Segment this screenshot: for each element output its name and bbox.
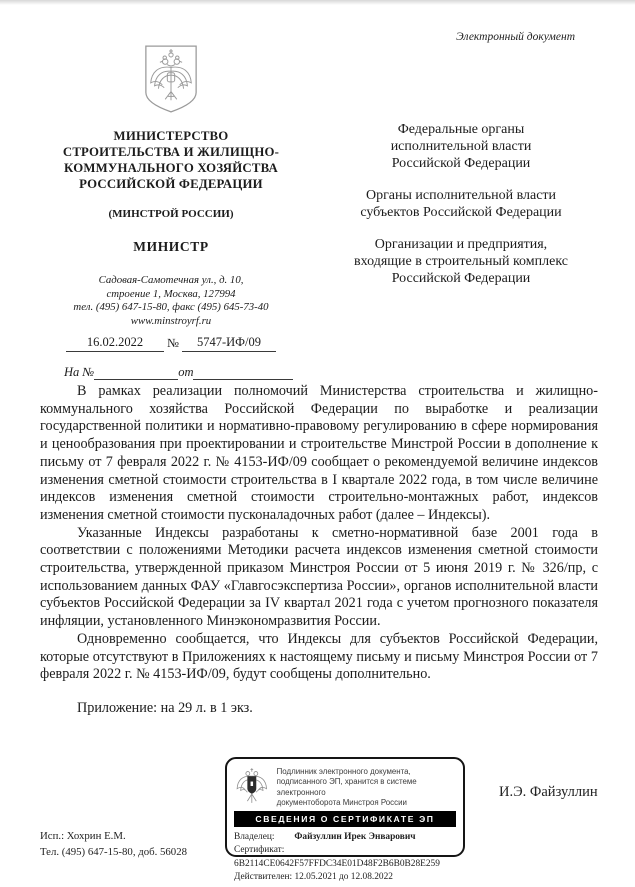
number-sign: № <box>167 336 179 351</box>
ministry-name-line: МИНИСТЕРСТВО <box>113 129 229 143</box>
addressee-line: Организации и предприятия, <box>374 237 548 252</box>
address-line: строение 1, Москва, 127994 <box>106 287 236 300</box>
ministry-name-line: СТРОИТЕЛЬСТВА И ЖИЛИЩНО- <box>62 145 280 159</box>
addressee-line: Органы исполнительной власти <box>365 188 557 203</box>
certificate-owner-row <box>234 831 456 845</box>
stamp-info-line: подписанного ЭП, хранится в системе электронного <box>276 777 417 797</box>
addressee-line: Российской Федерации <box>391 156 531 171</box>
reference-row <box>40 365 302 380</box>
stamp-header <box>234 764 456 808</box>
address-line: Садовая-Самотечная ул., д. 10, <box>98 274 244 286</box>
certificate-validity-row <box>234 871 456 885</box>
ministry-name <box>40 128 302 192</box>
attachment-note: Приложение: на 29 л. в 1 экз. <box>77 699 253 716</box>
letterhead-left <box>40 42 302 380</box>
reference-from-label: от <box>178 365 194 380</box>
addressee-line: Федеральные органы <box>397 122 525 137</box>
addressee-line: исполнительной власти <box>390 139 532 154</box>
addressee-block <box>322 187 600 221</box>
validity-label: Действителен: <box>234 872 293 883</box>
minister-title: МИНИСТР <box>133 239 209 254</box>
reference-label: На № <box>64 365 95 380</box>
date-number-row <box>40 335 302 352</box>
addressee-line: входящие в строительный комплекс <box>354 254 568 269</box>
reference-number-blank <box>94 378 178 380</box>
letter-number: 5747-ИФ/09 <box>182 335 276 352</box>
letter-body <box>40 383 598 718</box>
letter-date: 16.02.2022 <box>66 335 164 352</box>
certificate-number-row <box>234 844 456 871</box>
owner-label: Владелец: <box>234 831 275 842</box>
certificate-value: 6B2114CE0642F57FFDC34E01D48F2B6B0B28E259 <box>234 858 440 869</box>
addressee-block <box>322 236 600 287</box>
validity-value: 12.05.2021 до 12.08.2022 <box>294 872 393 883</box>
owner-value: Файзуллин Ирек Энварович <box>294 831 416 842</box>
body-paragraph: Одновременно сообщается, что Индексы для субъектов Российской Федерации, которые отсутствуют в Приложениях к настоящему письму и письму Минстроя России от 7 февраля 2022 г. № 4153-ИФ/09, будут сообщены дополнительно. <box>40 630 598 683</box>
reference-date-blank <box>193 378 293 380</box>
addressee-line: Российской Федерации <box>391 271 531 286</box>
minstroy-emblem-icon <box>234 764 270 808</box>
stamp-info-text <box>277 764 456 808</box>
body-paragraph: Указанные Индексы разработаны к сметно-нормативной базе 2001 года в соответствии с положениями Методики расчета индексов изменения сметной стоимости строительства, утвержденной приказом Минстроя России от 5 июня 2019 г. № 326/пр, с использованием данных ФАУ «Главгосэкспертиза России», органов исполнительной власти субъектов Российской Федерации за IV квартал 2021 года с учетом прогнозного показателя инфляции, установленного Минэкономразвития России. <box>40 524 598 630</box>
signer-name: И.Э. Файзуллин <box>499 784 598 800</box>
executor-name: Исп.: Хохрин Е.М. <box>40 830 126 842</box>
electronic-signature-stamp <box>225 757 465 883</box>
address-line: www.minstroyrf.ru <box>130 314 212 327</box>
certificate-details <box>234 831 456 885</box>
executor-info <box>40 828 187 860</box>
ministry-name-line: КОММУНАЛЬНОГО ХОЗЯЙСТВА <box>64 161 278 175</box>
electronic-document-label: Электронный документ <box>456 31 575 43</box>
certificate-bar-title: СВЕДЕНИЯ О СЕРТИФИКАТЕ ЭП <box>234 811 456 827</box>
ministry-short-name: (МИНСТРОЙ РОССИИ) <box>108 208 234 220</box>
addressee-line: субъектов Российской Федерации <box>360 205 562 220</box>
body-paragraph: В рамках реализации полномочий Министерства строительства и жилищно-коммунального хозяйства Российской Федерации по выработке и реализации государственной политики и нормативно-правовому регулированию в сфере нормирования и ценообразования при проектировании и строительстве Минстрой России в дополнение к письму от 7 февраля 2022 г. № 4153-ИФ/09 сообщает о рекомендуемой величине индексов изменения сметной стоимости строительства в I квартале 2022 года, в том числе величине индексов изменения сметной стоимости строительно-монтажных работ, индексов изменения сметной стоимости пусконаладочных работ (далее – Индексы). <box>40 383 598 523</box>
stamp-info-line: документоборота Минстроя России <box>276 797 407 807</box>
ministry-address <box>40 274 302 328</box>
stamp-info-line: Подлинник электронного документа, <box>276 767 411 776</box>
address-line: тел. (495) 647-15-80, факс (495) 645-73-40 <box>73 301 269 314</box>
executor-phone: Тел. (495) 647-15-80, доб. 56028 <box>40 846 188 858</box>
addressees <box>322 121 600 302</box>
addressee-block <box>322 121 600 172</box>
coat-of-arms-icon <box>142 42 200 116</box>
ministry-name-line: РОССИЙСКОЙ ФЕДЕРАЦИИ <box>79 177 263 191</box>
certificate-label: Сертификат: <box>234 845 285 856</box>
